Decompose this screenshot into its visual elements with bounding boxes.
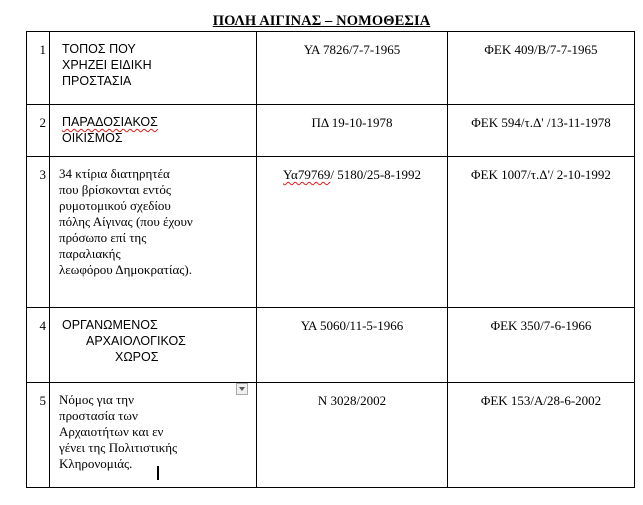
title-line: ΟΙΚΙΣΜΟΣ bbox=[62, 131, 123, 145]
row-gazette[interactable]: ΦΕΚ 153/Α/28-6-2002 bbox=[448, 383, 635, 488]
title-line: ΠΑΡΑΔΟΣΙΑΚΟΣ bbox=[62, 115, 158, 129]
title-line: ΠΡΟΣΤΑΣΙΑ bbox=[62, 74, 132, 88]
title-line: ΤΟΠΟΣ ΠΟΥ bbox=[62, 42, 136, 56]
title-line: παραλιακής bbox=[59, 246, 121, 261]
row-title[interactable] bbox=[50, 105, 257, 157]
text-cursor bbox=[157, 466, 159, 480]
legislation-table bbox=[26, 31, 635, 488]
title-line: ΧΩΡΟΣ bbox=[115, 350, 159, 364]
row-number: 5 bbox=[27, 383, 50, 488]
title-line: λεωφόρου Δημοκρατίας). bbox=[59, 262, 193, 277]
row-title[interactable] bbox=[50, 308, 257, 383]
row-number: 2 bbox=[27, 105, 50, 157]
title-line: πόλης Αίγινας (που έχουν bbox=[59, 214, 193, 229]
row-reference[interactable]: ΥΑ 5060/11-5-1966 bbox=[257, 308, 448, 383]
reference-prefix: Υα79769 bbox=[282, 167, 331, 182]
row-reference[interactable] bbox=[257, 157, 448, 308]
title-line: ΑΡΧΑΙΟΛΟΓΙΚΟΣ bbox=[86, 334, 186, 348]
row-reference[interactable]: ΥΑ 7826/7-7-1965 bbox=[257, 32, 448, 105]
document-title: ΠΟΛΗ ΑΙΓΙΝΑΣ – ΝΟΜΟΘΕΣΙΑ bbox=[212, 13, 431, 29]
row-number: 4 bbox=[27, 308, 50, 383]
title-line: Νόμος για την bbox=[59, 392, 134, 407]
row-gazette[interactable]: ΦΕΚ 594/τ.Δ' /13-11-1978 bbox=[448, 105, 635, 157]
row-reference[interactable]: Ν 3028/2002 bbox=[257, 383, 448, 488]
title-line: ΟΡΓΑΝΩΜΕΝΟΣ bbox=[62, 318, 158, 332]
table-row bbox=[27, 157, 635, 308]
row-number: 1 bbox=[27, 32, 50, 105]
title-line: 34 κτίρια διατηρητέα bbox=[59, 166, 170, 181]
title-line: που βρίσκονται εντός bbox=[59, 182, 171, 197]
table-row bbox=[27, 105, 635, 157]
title-line: Αρχαιοτήτων και εν bbox=[59, 424, 164, 439]
title-line: ρυμοτομικού σχεδίου bbox=[59, 198, 171, 213]
table-row bbox=[27, 383, 635, 488]
table-row bbox=[27, 32, 635, 105]
row-title[interactable] bbox=[50, 32, 257, 105]
row-gazette[interactable]: ΦΕΚ 350/7-6-1966 bbox=[448, 308, 635, 383]
content-control-dropdown-icon[interactable] bbox=[236, 383, 248, 395]
title-line: γένει της Πολιτιστικής bbox=[59, 440, 178, 455]
row-title[interactable] bbox=[50, 157, 257, 308]
table-row bbox=[27, 308, 635, 383]
title-line: πρόσωπο επί της bbox=[59, 230, 147, 245]
row-number: 3 bbox=[27, 157, 50, 308]
row-title[interactable] bbox=[50, 383, 257, 488]
row-gazette[interactable]: ΦΕΚ 409/Β/7-7-1965 bbox=[448, 32, 635, 105]
row-gazette[interactable]: ΦΕΚ 1007/τ.Δ'/ 2-10-1992 bbox=[448, 157, 635, 308]
title-line: προστασία των bbox=[59, 408, 138, 423]
title-line: Κληρονομιάς. bbox=[59, 456, 133, 471]
reference-suffix: / 5180/25-8-1992 bbox=[330, 167, 422, 182]
row-reference[interactable]: ΠΔ 19-10-1978 bbox=[257, 105, 448, 157]
title-line: ΧΡΗΖΕΙ ΕΙΔΙΚΗ bbox=[62, 58, 152, 72]
